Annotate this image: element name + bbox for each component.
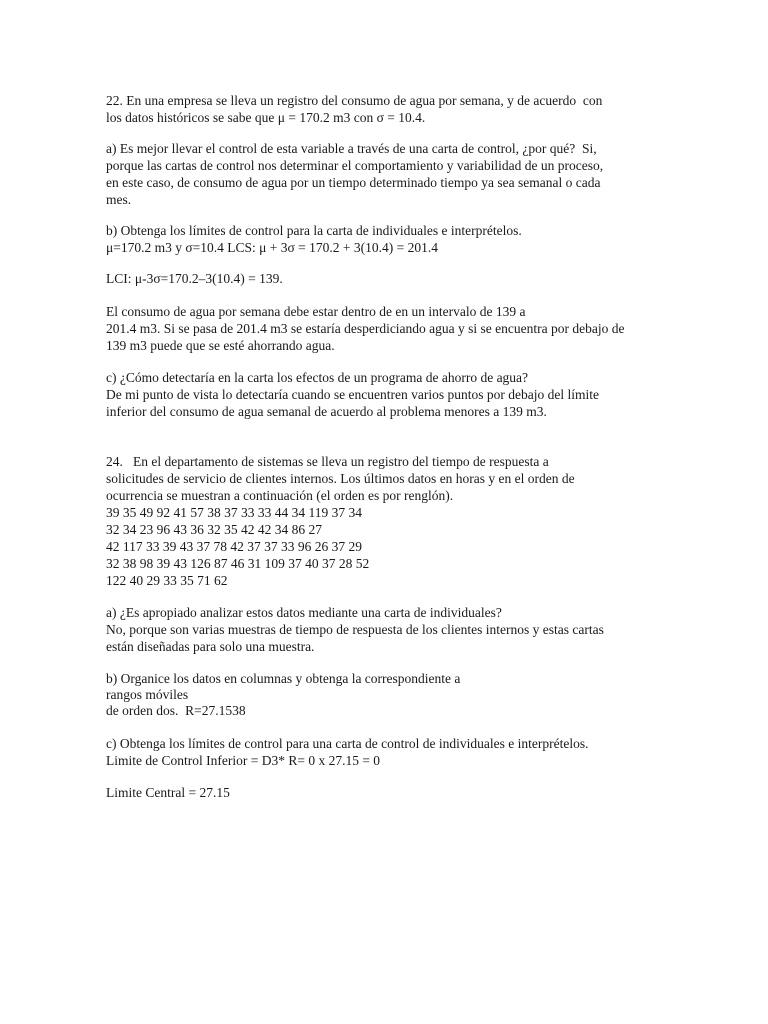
answer-24c-lci: Limite de Control Inferior = D3* R= 0 x 27.15 = 0 [106,753,381,768]
answer-22a-line: mes. [106,192,132,207]
problem-24-statement: 24. En el departamento de sistemas se lleva un registro del tiempo de respuesta a [106,454,549,469]
answer-22b-interpretation: 139 m3 puede que se esté ahorrando agua. [106,338,335,353]
answer-22a-line: en este caso, de consumo de agua por un tiempo determinado tiempo ya sea semanal o cada [106,175,601,190]
answer-22b-interpretation: El consumo de agua por semana debe estar dentro de en un intervalo de 139 a [106,304,526,319]
problem-22-statement: 22. En una empresa se lleva un registro del consumo de agua por semana, y de acuerdo con [106,93,603,108]
answer-24a-line: están diseñadas para solo una muestra. [106,639,315,654]
data-row: 32 34 23 96 43 36 32 35 42 42 34 86 27 [106,522,322,537]
question-24b-cont: rangos móviles [106,687,189,702]
question-22c: c) ¿Cómo detectaría en la carta los efectos de un programa de ahorro de agua? [106,370,529,385]
question-22a: a) Es mejor llevar el control de esta variable a través de una carta de control, ¿por qué? Si, [106,141,597,156]
problem-22-statement-cont: los datos históricos se sabe que μ = 170.2 m3 con σ = 10.4. [106,110,426,125]
answer-24a-line: No, porque son varias muestras de tiempo de respuesta de los clientes internos y estas cartas [106,622,604,637]
answer-24b: de orden dos. R=27.1538 [106,703,246,718]
answer-22a-line: porque las cartas de control nos determinar el comportamiento y variabilidad de un proceso, [106,158,604,173]
data-row: 42 117 33 39 43 37 78 42 37 37 33 96 26 37 29 [106,539,362,554]
answer-22c-line: De mi punto de vista lo detectaría cuando se encuentren varios puntos por debajo del límite [106,387,599,402]
answer-22b-interpretation: 201.4 m3. Si se pasa de 201.4 m3 se estaría desperdiciando agua y si se encuentra por debajo de [106,321,625,336]
question-24c: c) Obtenga los límites de control para una carta de control de individuales e interprételos. [106,736,589,751]
question-24a: a) ¿Es apropiado analizar estos datos mediante una carta de individuales? [106,605,502,620]
answer-24c-lc: Limite Central = 27.15 [106,785,230,800]
question-22b: b) Obtenga los límites de control para la carta de individuales e interprételos. [106,223,522,238]
answer-22c-line: inferior del consumo de agua semanal de acuerdo al problema menores a 139 m3. [106,404,547,419]
answer-22b-lcs: μ=170.2 m3 y σ=10.4 LCS: μ + 3σ = 170.2 + 3(10.4) = 201.4 [106,240,438,255]
problem-24-statement-cont: ocurrencia se muestran a continuación (el orden es por renglón). [106,488,454,503]
data-row: 122 40 29 33 35 71 62 [106,573,228,588]
data-row: 32 38 98 39 43 126 87 46 31 109 37 40 37 28 52 [106,556,370,571]
question-24b: b) Organice los datos en columnas y obtenga la correspondiente a [106,671,461,686]
problem-24-statement-cont: solicitudes de servicio de clientes internos. Los últimos datos en horas y en el orden de [106,471,575,486]
answer-22b-lci: LCI: μ-3σ=170.2–3(10.4) = 139. [106,271,283,286]
data-row: 39 35 49 92 41 57 38 37 33 33 44 34 119 37 34 [106,505,362,520]
